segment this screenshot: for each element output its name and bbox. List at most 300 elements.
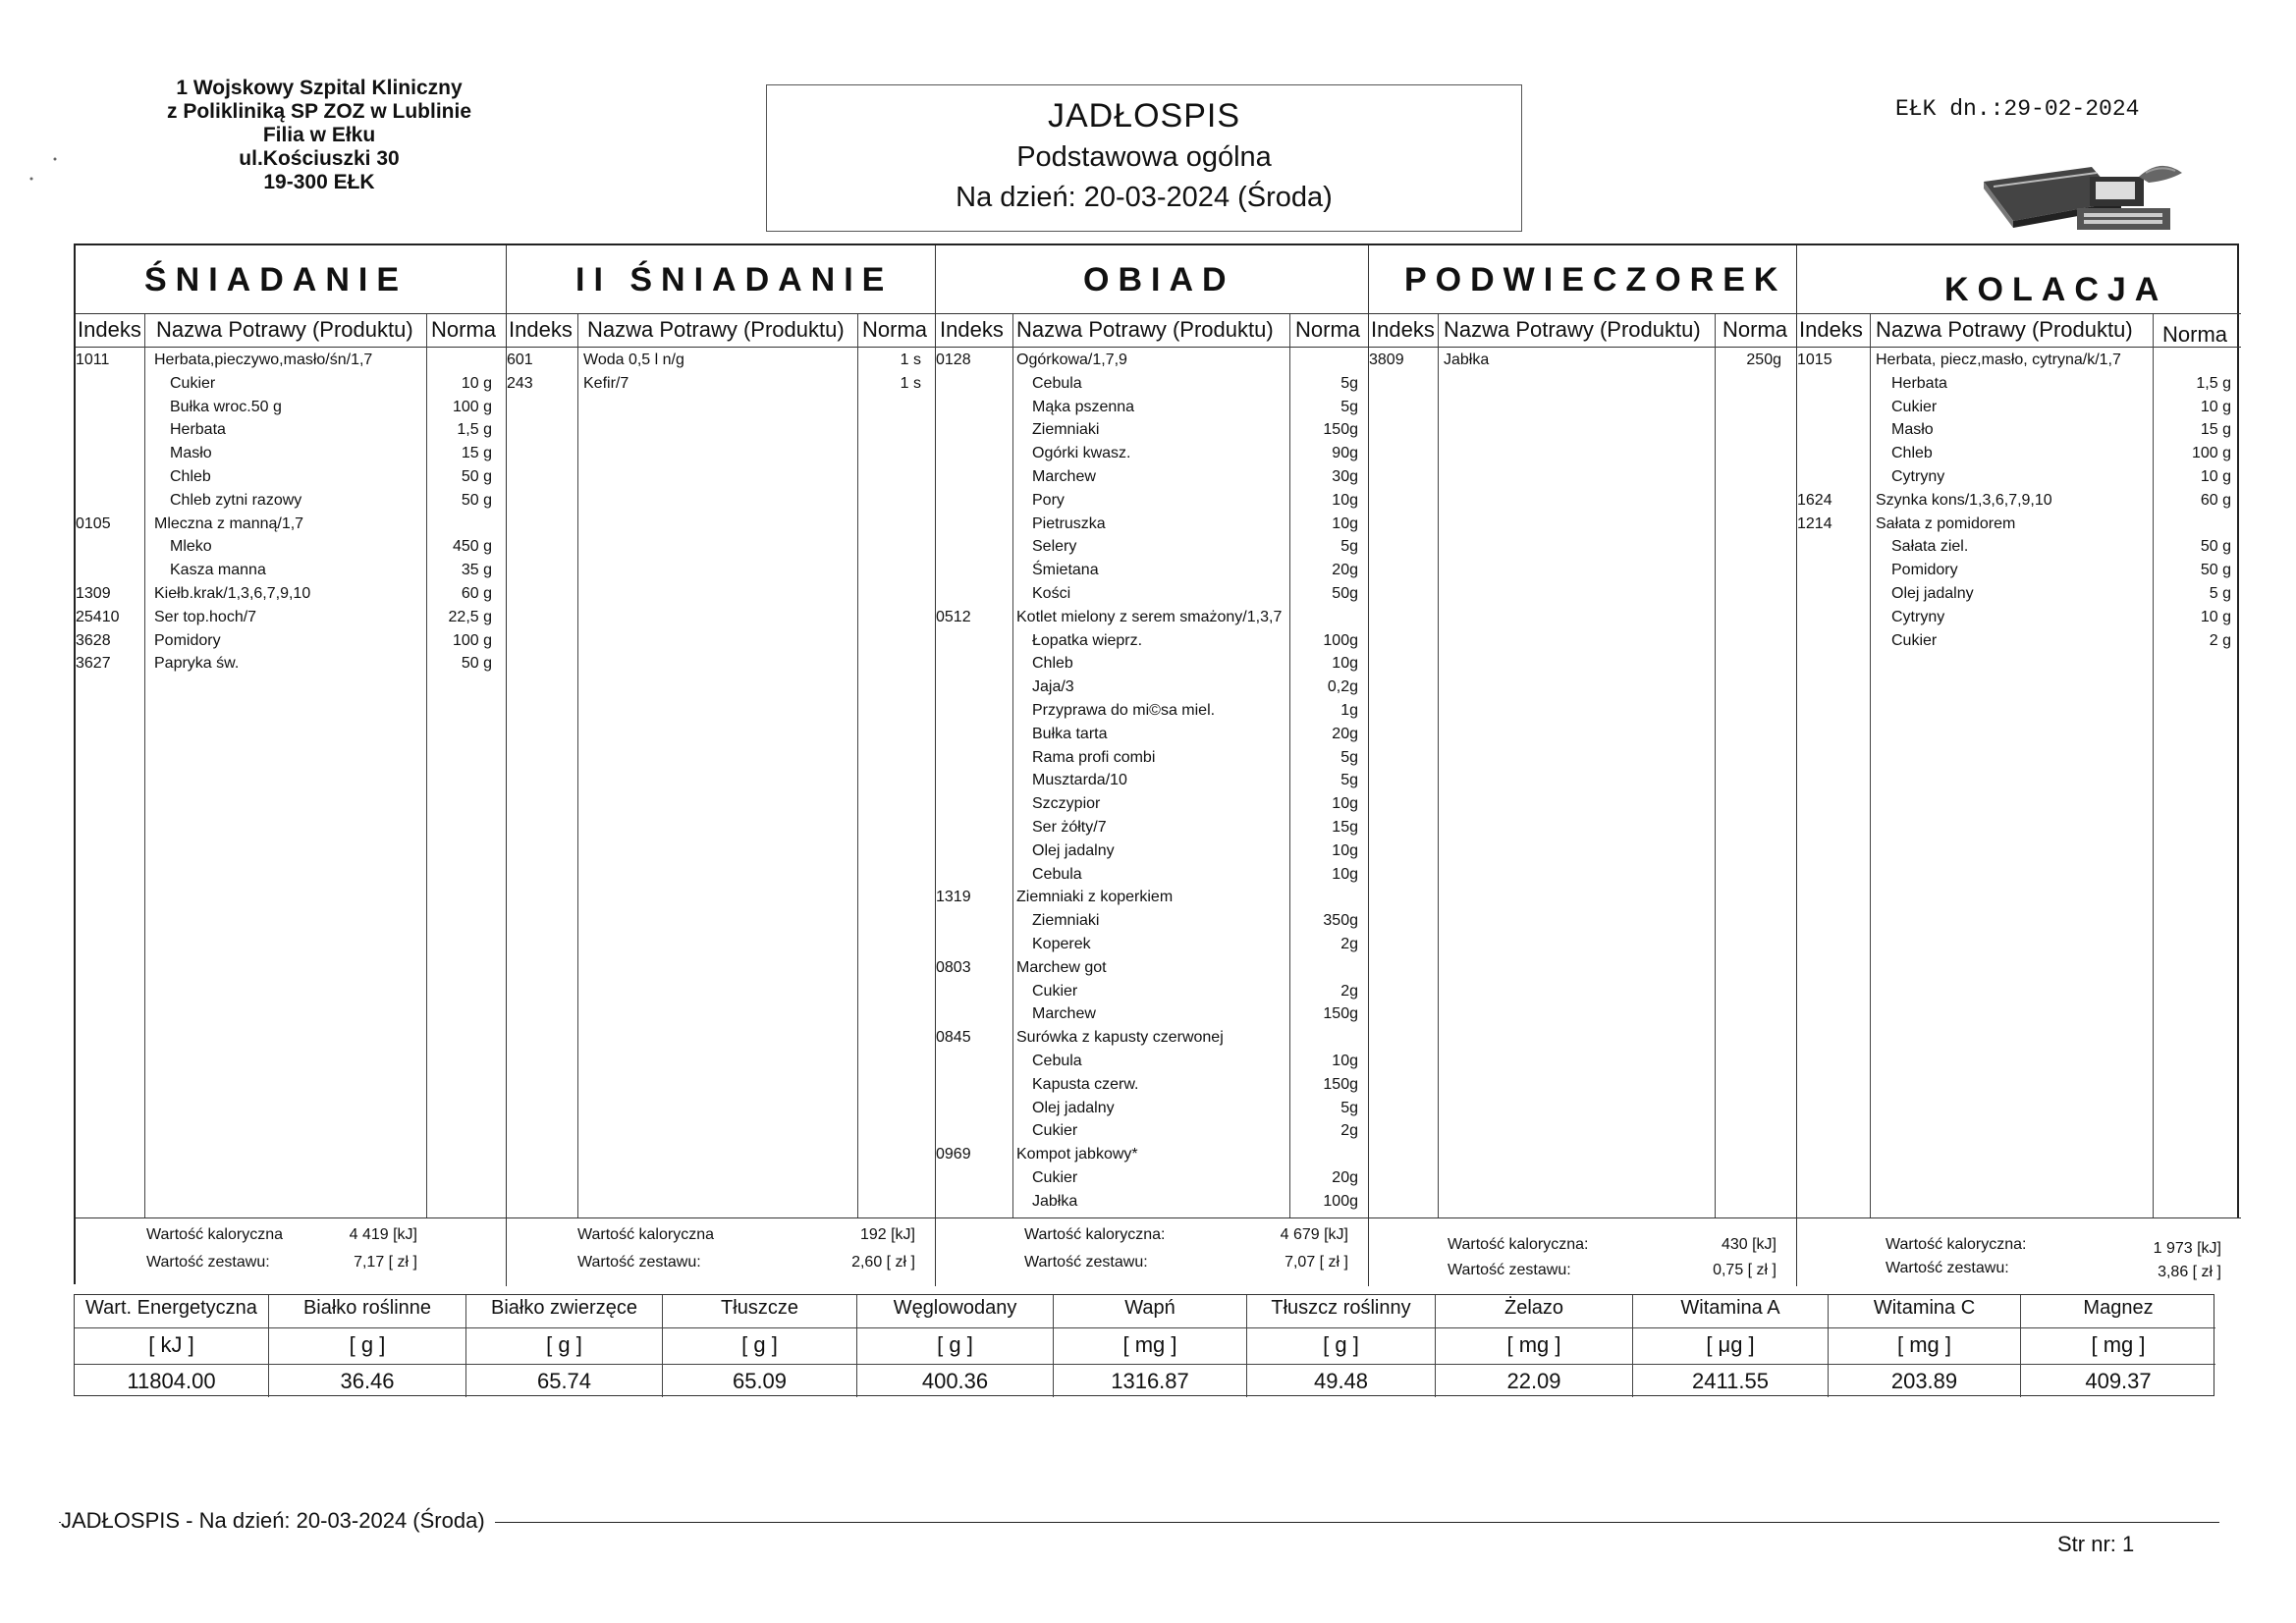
row-name: Musztarda/10 <box>1032 772 1127 789</box>
column-headers <box>1369 314 1796 348</box>
diet-name: Podstawowa ogólna <box>1016 141 1272 173</box>
table-row <box>76 655 506 676</box>
row-norm: 22,5 g <box>448 608 492 625</box>
nutrient-label: Białko zwierzęce <box>466 1297 662 1328</box>
nutrient-unit: [ g ] <box>741 1332 778 1357</box>
nutrient-column <box>857 1295 1054 1397</box>
row-name: Marchew <box>1032 468 1096 485</box>
row-name: Herbata <box>170 421 226 439</box>
table-row <box>936 889 1368 910</box>
cost-label: Wartość zestawu: <box>1448 1262 1571 1278</box>
row-norm: 2g <box>1340 936 1358 952</box>
row-norm: 15 g <box>2200 421 2231 439</box>
nutrient-column <box>1829 1295 2021 1397</box>
hospital-line: 19-300 EŁK <box>263 171 375 193</box>
meals-table <box>74 243 2239 1284</box>
table-row <box>1797 609 2241 630</box>
col-norm: Norma <box>431 317 497 342</box>
nutrient-unit: [ g ] <box>546 1332 582 1357</box>
row-name: Cebula <box>1032 374 1082 392</box>
table-row <box>76 399 506 420</box>
row-norm: 1,5 g <box>457 421 492 439</box>
row-name: Cukier <box>170 374 216 392</box>
meal-summary <box>936 1217 1368 1286</box>
row-name: Cukier <box>1032 1169 1078 1186</box>
table-row <box>936 1122 1368 1144</box>
table-row <box>936 959 1368 981</box>
hospital-line: z Polikliniką SP ZOZ w Lublinie <box>167 100 471 123</box>
col-name: Nazwa Potrawy (Produktu) <box>156 317 413 342</box>
table-row <box>76 492 506 514</box>
table-row <box>1797 445 2241 466</box>
row-norm: 5g <box>1340 538 1358 556</box>
row-norm: 90g <box>1332 445 1358 462</box>
nutrient-unit: [ g ] <box>1323 1332 1359 1357</box>
row-index: 0512 <box>936 608 971 625</box>
row-name: Chleb <box>170 468 211 485</box>
row-norm: 50g <box>1332 585 1358 602</box>
row-name: Ser żółty/7 <box>1032 819 1107 836</box>
cost-value: 3,86 [ zł ] <box>2158 1264 2221 1280</box>
table-row <box>936 1005 1368 1027</box>
nutrient-label: Węglowodany <box>857 1297 1053 1328</box>
row-norm: 50 g <box>461 468 492 485</box>
cost-value: 7,17 [ zł ] <box>354 1254 417 1271</box>
table-row <box>76 609 506 630</box>
table-row <box>936 983 1368 1004</box>
table-row <box>936 936 1368 957</box>
row-name: Ziemniaki <box>1032 912 1100 930</box>
row-norm: 10g <box>1332 491 1358 509</box>
row-norm: 150g <box>1323 1075 1358 1093</box>
nutrient-label: Żelazo <box>1436 1297 1632 1328</box>
footer-title: JADŁOSPIS - Na dzień: 20-03-2024 (Środa) <box>61 1508 495 1534</box>
row-norm: 100 g <box>452 631 492 649</box>
nutrient-unit: [ g ] <box>349 1332 386 1357</box>
row-name: Olej jadalny <box>1032 841 1115 859</box>
row-name: Kasza manna <box>170 562 266 579</box>
row-name: Przyprawa do mi©sa miel. <box>1032 702 1216 719</box>
meal-title: KOLACJA <box>1797 245 2241 314</box>
kcal-value: 430 [kJ] <box>1721 1236 1777 1253</box>
row-norm: 20g <box>1332 562 1358 579</box>
row-norm: 50 g <box>461 491 492 509</box>
row-norm: 10 g <box>2200 398 2231 415</box>
row-name: Mleko <box>170 538 212 556</box>
table-row <box>76 421 506 443</box>
col-name: Nazwa Potrawy (Produktu) <box>1876 317 2133 342</box>
row-name: Surówka z kapusty czerwonej <box>1016 1029 1224 1047</box>
table-row <box>936 445 1368 466</box>
row-norm: 1g <box>1340 702 1358 719</box>
kcal-label: Wartość kaloryczna <box>146 1226 283 1243</box>
nutrient-column <box>2021 1295 2215 1397</box>
nutrient-value: 22.09 <box>1436 1364 1632 1394</box>
row-name: Kompot jabkowy* <box>1016 1146 1138 1163</box>
table-row <box>936 819 1368 840</box>
meal-second-breakfast <box>507 245 936 1286</box>
page-title: JADŁOSPIS <box>1047 97 1241 135</box>
col-norm: Norma <box>2162 322 2228 347</box>
meal-title: ŚNIADANIE <box>76 245 506 314</box>
row-name: Pietruszka <box>1032 514 1106 532</box>
row-index: 1309 <box>76 585 111 602</box>
cost-label: Wartość zestawu: <box>577 1254 701 1271</box>
table-row <box>936 352 1368 373</box>
nutrient-column <box>663 1295 857 1397</box>
row-name: Ziemniaki z koperkiem <box>1016 889 1174 906</box>
table-row <box>1369 352 1796 373</box>
row-index: 3809 <box>1369 352 1404 368</box>
row-name: Cukier <box>1032 982 1078 1000</box>
row-name: Cukier <box>1891 398 1938 415</box>
kcal-value: 192 [kJ] <box>859 1226 915 1243</box>
row-name: Olej jadalny <box>1032 1099 1115 1116</box>
table-row <box>936 1146 1368 1167</box>
col-index: Indeks <box>940 317 1004 342</box>
nutrient-value: 400.36 <box>857 1364 1053 1394</box>
row-index: 1011 <box>76 352 110 368</box>
meal-breakfast <box>76 245 507 1286</box>
meal-summary <box>507 1217 935 1286</box>
table-row <box>936 795 1368 817</box>
table-row <box>1797 632 2241 654</box>
row-name: Śmietana <box>1032 562 1099 579</box>
row-norm: 1,5 g <box>2196 374 2231 392</box>
row-name: Marchew got <box>1016 958 1107 976</box>
row-norm: 100g <box>1323 631 1358 649</box>
column-headers <box>76 314 506 348</box>
row-norm: 2g <box>1340 1122 1358 1140</box>
row-norm: 10g <box>1332 655 1358 673</box>
table-row <box>76 352 506 373</box>
row-norm: 15g <box>1332 819 1358 836</box>
row-name: Cukier <box>1032 1122 1078 1140</box>
col-norm: Norma <box>862 317 928 342</box>
kcal-label: Wartość kaloryczna <box>577 1226 714 1243</box>
col-index: Indeks <box>509 317 573 342</box>
nutrient-value: 2411.55 <box>1633 1364 1828 1394</box>
row-name: Sałata ziel. <box>1891 538 1969 556</box>
row-norm: 100 g <box>2191 445 2231 462</box>
row-norm: 60 g <box>2200 491 2231 509</box>
table-row <box>76 562 506 583</box>
table-row <box>1797 375 2241 397</box>
row-index: 0803 <box>936 958 971 976</box>
nutrient-unit: [ g ] <box>937 1332 973 1357</box>
meal-lunch <box>936 245 1369 1286</box>
table-row <box>76 585 506 607</box>
kcal-value: 1 973 [kJ] <box>2153 1240 2221 1257</box>
nutrient-label: Białko roślinne <box>269 1297 465 1328</box>
table-row <box>936 702 1368 724</box>
table-row <box>1797 352 2241 373</box>
row-name: Cebula <box>1032 865 1082 883</box>
row-norm: 10g <box>1332 795 1358 813</box>
table-row <box>936 1100 1368 1121</box>
table-row <box>936 1193 1368 1215</box>
table-row <box>1797 468 2241 490</box>
row-norm: 350g <box>1323 912 1358 930</box>
hospital-line: ul.Kościuszki 30 <box>239 147 400 170</box>
row-norm: 2 g <box>2209 631 2231 649</box>
row-norm: 50 g <box>2200 562 2231 579</box>
col-index: Indeks <box>1799 317 1863 342</box>
table-row <box>1797 421 2241 443</box>
row-name: Sałata z pomidorem <box>1876 514 2016 532</box>
row-name: Kości <box>1032 585 1071 602</box>
table-row <box>936 1076 1368 1098</box>
row-norm: 20g <box>1332 725 1358 742</box>
row-name: Ser top.hoch/7 <box>154 608 257 625</box>
row-norm: 450 g <box>452 538 492 556</box>
row-norm: 5 g <box>2209 585 2231 602</box>
row-name: Chleb <box>1891 445 1933 462</box>
table-row <box>936 515 1368 537</box>
row-norm: 150g <box>1323 1005 1358 1023</box>
row-norm: 0,2g <box>1327 678 1358 696</box>
row-norm: 10g <box>1332 1053 1358 1069</box>
row-norm: 35 g <box>461 562 492 579</box>
row-name: Cytryny <box>1891 608 1945 625</box>
row-norm: 100g <box>1323 1192 1358 1210</box>
col-norm: Norma <box>1722 317 1788 342</box>
row-name: Jaja/3 <box>1032 678 1074 696</box>
row-norm: 1 s <box>900 352 921 368</box>
row-name: Jabłka <box>1444 352 1490 368</box>
row-norm: 20g <box>1332 1169 1358 1186</box>
row-norm: 50 g <box>461 655 492 673</box>
nutrient-unit: [ μg ] <box>1706 1332 1755 1357</box>
col-name: Nazwa Potrawy (Produktu) <box>1016 317 1274 342</box>
table-row <box>936 842 1368 864</box>
row-name: Szczypior <box>1032 795 1101 813</box>
hospital-line: 1 Wojskowy Szpital Kliniczny <box>176 77 463 99</box>
table-row <box>936 632 1368 654</box>
row-index: 1015 <box>1797 352 1832 368</box>
nutrition-summary <box>74 1294 2214 1396</box>
col-index: Indeks <box>1371 317 1435 342</box>
row-index: 25410 <box>76 608 120 625</box>
cost-label: Wartość zestawu: <box>1024 1254 1148 1271</box>
column-headers <box>1797 314 2241 348</box>
row-name: Woda 0,5 l n/g <box>583 352 684 368</box>
col-norm: Norma <box>1295 317 1361 342</box>
row-index: 1624 <box>1797 491 1832 509</box>
nutrient-column <box>75 1295 269 1397</box>
row-name: Kefir/7 <box>583 374 629 392</box>
table-row <box>936 585 1368 607</box>
row-norm: 1 s <box>900 374 921 392</box>
row-norm: 50 g <box>2200 538 2231 556</box>
nutrient-label: Wapń <box>1054 1297 1246 1328</box>
table-row <box>1797 585 2241 607</box>
table-row <box>936 492 1368 514</box>
table-row <box>1797 492 2241 514</box>
row-norm: 10g <box>1332 841 1358 859</box>
row-name: Masło <box>170 445 212 462</box>
row-name: Jabłka <box>1032 1192 1078 1210</box>
meal-dinner <box>1797 245 2241 1286</box>
table-row <box>1797 562 2241 583</box>
column-headers <box>507 314 935 348</box>
nutrient-column <box>1436 1295 1633 1397</box>
column-headers <box>936 314 1368 348</box>
issue-date: EŁK dn.:29-02-2024 <box>1895 96 2140 122</box>
table-row <box>936 749 1368 771</box>
nutrient-unit: [ mg ] <box>1506 1332 1561 1357</box>
table-row <box>936 1169 1368 1191</box>
nutrient-value: 11804.00 <box>75 1364 268 1394</box>
row-index: 1319 <box>936 889 971 906</box>
row-norm: 30g <box>1332 468 1358 485</box>
table-row <box>76 375 506 397</box>
table-row <box>936 726 1368 747</box>
title-box <box>766 84 1522 232</box>
cost-label: Wartość zestawu: <box>1886 1260 2009 1276</box>
row-name: Cytryny <box>1891 468 1945 485</box>
row-name: Bułka tarta <box>1032 725 1108 742</box>
nutrient-column <box>466 1295 663 1397</box>
table-row <box>936 468 1368 490</box>
row-index: 1214 <box>1797 514 1832 532</box>
table-row <box>936 1029 1368 1051</box>
nutrient-unit: [ mg ] <box>1896 1332 1951 1357</box>
kcal-value: 4 679 [kJ] <box>1280 1226 1348 1243</box>
col-name: Nazwa Potrawy (Produktu) <box>587 317 845 342</box>
nutrient-unit: [ mg ] <box>2091 1332 2146 1357</box>
row-name: Herbata <box>1891 374 1947 392</box>
table-row <box>76 468 506 490</box>
row-norm: 5g <box>1340 398 1358 415</box>
nutrient-label: Wart. Energetyczna <box>75 1297 268 1328</box>
row-norm: 2g <box>1340 982 1358 1000</box>
table-row <box>1797 515 2241 537</box>
row-name: Chleb <box>1032 655 1073 673</box>
row-name: Pory <box>1032 491 1065 509</box>
table-row <box>76 515 506 537</box>
row-name: Masło <box>1891 421 1934 439</box>
row-norm: 100 g <box>452 398 492 415</box>
row-name: Cebula <box>1032 1053 1082 1069</box>
nutrient-unit: [ mg ] <box>1122 1332 1177 1357</box>
row-index: 0845 <box>936 1029 971 1047</box>
row-name: Papryka św. <box>154 655 240 673</box>
row-name: Kapusta czerw. <box>1032 1075 1139 1093</box>
col-name: Nazwa Potrawy (Produktu) <box>1444 317 1701 342</box>
row-norm: 15 g <box>461 445 492 462</box>
row-name: Olej jadalny <box>1891 585 1974 602</box>
row-norm: 5g <box>1340 772 1358 789</box>
nutrient-label: Magnez <box>2021 1297 2215 1328</box>
row-norm: 150g <box>1323 421 1358 439</box>
nutrient-value: 36.46 <box>269 1364 465 1394</box>
table-row <box>936 866 1368 888</box>
cost-value: 2,60 [ zł ] <box>851 1254 915 1271</box>
table-row <box>1797 399 2241 420</box>
row-index: 243 <box>507 374 533 392</box>
row-index: 0105 <box>76 514 111 532</box>
row-name: Pomidory <box>154 631 221 649</box>
row-index: 601 <box>507 352 533 368</box>
row-name: Cukier <box>1891 631 1938 649</box>
row-name: Marchew <box>1032 1005 1096 1023</box>
kcal-value: 4 419 [kJ] <box>349 1226 417 1243</box>
kcal-label: Wartość kaloryczna: <box>1448 1236 1589 1253</box>
table-row <box>1797 538 2241 560</box>
row-norm: 10g <box>1332 865 1358 883</box>
row-name: Ogórkowa/1,7,9 <box>1016 352 1127 368</box>
row-name: Szynka kons/1,3,6,7,9,10 <box>1876 491 2052 509</box>
book-computer-icon <box>1974 147 2190 245</box>
meal-afternoon-snack <box>1369 245 1797 1286</box>
table-row <box>936 609 1368 630</box>
table-row <box>936 399 1368 420</box>
nutrient-unit: [ kJ ] <box>148 1332 194 1357</box>
row-name: Chleb zytni razowy <box>170 491 302 509</box>
nutrient-label: Tłuszcz roślinny <box>1247 1297 1435 1328</box>
table-row <box>936 538 1368 560</box>
row-name: Ziemniaki <box>1032 421 1100 439</box>
table-row <box>507 352 935 373</box>
menu-date: Na dzień: 20-03-2024 (Środa) <box>956 182 1333 213</box>
row-name: Mleczna z manną/1,7 <box>154 514 304 532</box>
table-row <box>507 375 935 397</box>
row-index: 0128 <box>936 352 971 368</box>
cost-value: 0,75 [ zł ] <box>1713 1262 1777 1278</box>
nutrient-column <box>1633 1295 1829 1397</box>
nutrient-column <box>269 1295 466 1397</box>
meal-title: OBIAD <box>936 245 1368 314</box>
row-name: Bułka wroc.50 g <box>170 398 282 415</box>
meal-summary <box>1797 1217 2241 1286</box>
table-row <box>936 678 1368 700</box>
row-norm: 60 g <box>461 585 492 602</box>
hospital-line: Filia w Ełku <box>262 124 376 146</box>
cost-label: Wartość zestawu: <box>146 1254 270 1271</box>
nutrient-column <box>1247 1295 1436 1397</box>
meal-summary <box>76 1217 506 1286</box>
nutrient-column <box>1054 1295 1247 1397</box>
nutrient-value: 65.74 <box>466 1364 662 1394</box>
row-norm: 10g <box>1332 514 1358 532</box>
meal-title: II ŚNIADANIE <box>507 245 935 314</box>
row-index: 3628 <box>76 631 111 649</box>
nutrient-value: 1316.87 <box>1054 1364 1246 1394</box>
row-norm: 10 g <box>461 374 492 392</box>
nutrient-value: 409.37 <box>2021 1364 2215 1394</box>
meal-summary <box>1369 1217 1796 1286</box>
kcal-label: Wartość kaloryczna: <box>1886 1236 2027 1253</box>
table-row <box>936 421 1368 443</box>
col-index: Indeks <box>78 317 141 342</box>
row-norm: 5g <box>1340 374 1358 392</box>
table-row <box>936 375 1368 397</box>
row-norm: 5g <box>1340 1099 1358 1116</box>
scan-dots-icon <box>27 157 57 187</box>
row-norm: 5g <box>1340 748 1358 766</box>
meal-title: PODWIECZOREK <box>1369 245 1796 314</box>
row-name: Koperek <box>1032 936 1091 952</box>
row-index: 3627 <box>76 655 111 673</box>
row-name: Mąka pszenna <box>1032 398 1135 415</box>
table-row <box>936 912 1368 934</box>
row-norm: 10 g <box>2200 468 2231 485</box>
nutrient-label: Tłuszcze <box>663 1297 856 1328</box>
hospital-address <box>118 77 520 194</box>
row-norm: 250g <box>1746 352 1781 368</box>
row-index: 0969 <box>936 1146 971 1163</box>
